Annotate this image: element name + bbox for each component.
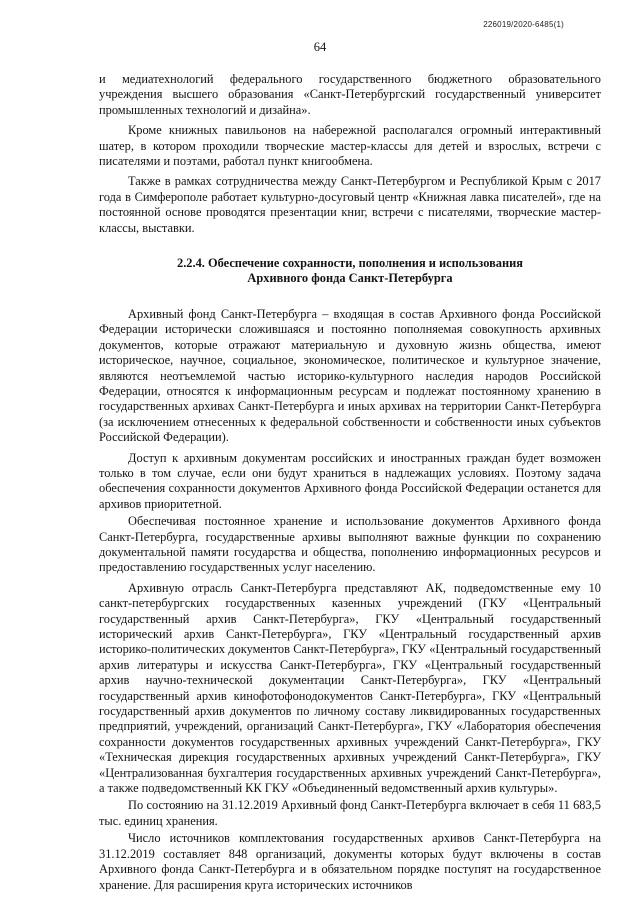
section-heading-line-2: Архивного фонда Санкт-Петербурга: [247, 271, 453, 286]
paragraph-archive-functions: Обеспечивая постоянное хранение и использование документов Архивного фонда Санкт-Петербурга, государственные архивы выполняют важные функции по сохранению документальной памяти государства и общества, пополнению информационных ресурсов и предоставлению государственных услуг населению.: [99, 514, 601, 575]
page-number: 64: [313, 40, 327, 54]
paragraph-archive-fund-definition: Архивный фонд Санкт-Петербурга – входящая в состав Архивного фонда Российской Федерации исторически сложившаяся и постоянно пополняемая совокупность архивных документов, которые отражают материальную и духовную жизнь общества, имеют историческое, научное, социальное, экономическое, политическое и культурное значение, являются неотъемлемой частью историко-культурного наследия народов Российской Федерации, относятся к информационным ресурсам и подлежат постоянному хранению в государственных архивах Санкт-Петербурга и иных архивах на территории Санкт-Петербурга (за исключением отнесенных к федеральной собственности и собственности иных субъектов Российской Федерации).: [99, 306, 601, 445]
paragraph-archive-institutions: Архивную отрасль Санкт-Петербурга представляют АК, подведомственные ему 10 санкт-петербургских государственных казенных учреждений (ГКУ «Центральный государственный архив Санкт-Петербурга», ГКУ «Центральный государственный исторический архив Санкт-Петербурга», ГКУ «Центральный государственный архив историко-политических документов Санкт-Петербурга», ГКУ «Центральный государственный архив литературы и искусства Санкт-Петербурга», ГКУ «Центральный государственный архив научно-технической документации Санкт-Петербурга», ГКУ «Центральный государственный архив кинофотофонодокументов Санкт-Петербурга», ГКУ «Центральный государственный архив документов по личному составу ликвидированных государственных предприятий, учреждений, организаций Санкт-Петербурга», ГКУ «Лаборатория обеспечения сохранности документов государственных архивных учреждений Санкт-Петербурга», ГКУ «Техническая дирекция государственных архивных учреждений Санкт-Петербурга», ГКУ «Централизованная бухгалтерия государственных архивных учреждений Санкт-Петербурга», а также подведомственный КК ГКУ «Объединенный ведомственный архив культуры».: [99, 580, 601, 796]
section-heading-line-1: 2.2.4. Обеспечение сохранности, пополнения и использования: [177, 256, 523, 271]
paragraph-archive-access: Доступ к архивным документам российских и иностранных граждан будет возможен только в том случае, если они будут храниться в надлежащих условиях. Поэтому задача обеспечения сохранности документов Архивного фонда Российской Федерации останется для архивов приоритетной.: [99, 450, 601, 511]
section-heading: [99, 256, 601, 287]
paragraph-book-pavilions: Кроме книжных павильонов на набережной располагался огромный интерактивный шатер, в котором проходили творческие мастер-классы для детей и взрослых, встречи с писателями и поэтами, работал пункт книгообмена.: [99, 123, 601, 169]
paragraph-crimea-cooperation: Также в рамках сотрудничества между Санкт-Петербургом и Республикой Крым с 2017 года в Симферополе работает культурно-досуговый центр «Книжная лавка писателей», где на постоянной основе проводятся презентации книг, встречи с писателями, творческие мастер-классы, выставки.: [99, 174, 601, 235]
document-body: [99, 72, 601, 898]
paragraph-continuation: и медиатехнологий федерального государственного бюджетного образовательного учреждения высшего образования «Санкт-Петербургский государственный университет промышленных технологий и дизайна».: [99, 72, 601, 117]
paragraph-acquisition-sources: Число источников комплектования государственных архивов Санкт-Петербурга на 31.12.2019 составляет 848 организаций, документы которых будут включены в состав Архивного фонда Санкт-Петербурга и в обязательном порядке поступят на государственное хранение. Для расширения круга исторических источников: [99, 831, 601, 892]
paragraph-archive-volume: По состоянию на 31.12.2019 Архивный фонд Санкт-Петербурга включает в себя 11 683,5 тыс. единиц хранения.: [99, 798, 601, 828]
document-registration-number: 226019/2020-6485(1): [483, 20, 564, 29]
